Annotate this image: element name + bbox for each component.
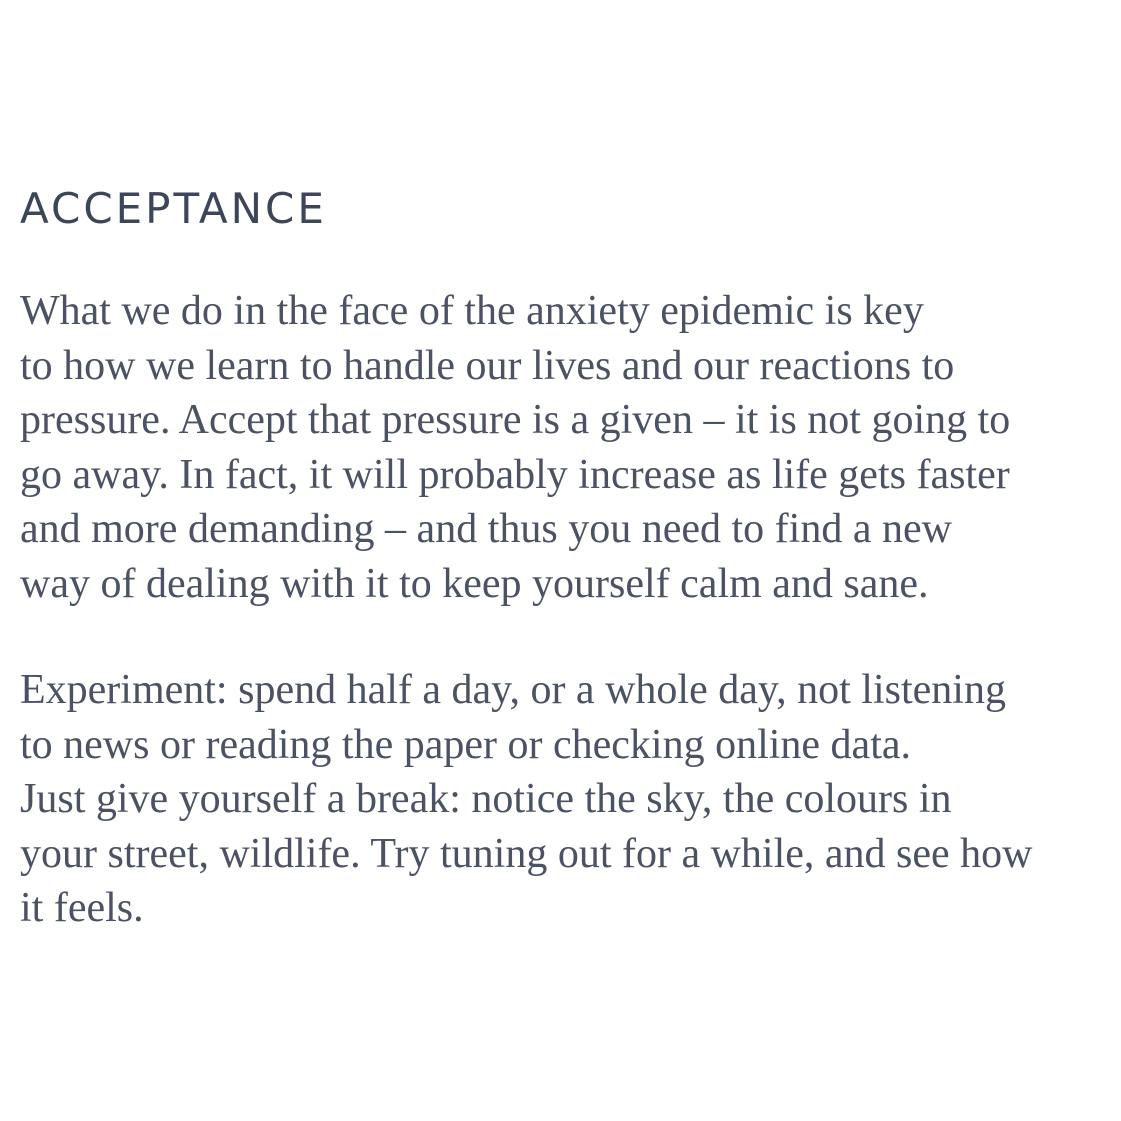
page-title: ACCEPTANCE <box>20 184 327 233</box>
text-line: way of dealing with it to keep yourself calm and sane. <box>20 560 929 607</box>
text-line: What we do in the face of the anxiety epidemic is key <box>20 288 924 334</box>
text-line: go away. In fact, it will probably increase as life gets faster <box>20 451 1010 498</box>
text-line: to how we learn to handle our lives and our reactions to <box>20 342 955 389</box>
text-line: Experiment: spend half a day, or a whole day, not listening <box>20 667 1006 713</box>
text-line: Just give yourself a break: notice the sky, the colours in <box>20 776 952 822</box>
text-line: pressure. Accept that pressure is a given – it is not going to <box>20 397 1011 443</box>
paragraph-acceptance-intro <box>20 284 1010 611</box>
text-line: your street, wildlife. Try tuning out for a while, and see how <box>20 830 1033 877</box>
paragraph-experiment <box>20 663 1033 936</box>
text-line: it feels. <box>20 885 144 931</box>
text-line: and more demanding – and thus you need to find a new <box>20 506 952 552</box>
text-line: to news or reading the paper or checking online data. <box>20 721 912 768</box>
